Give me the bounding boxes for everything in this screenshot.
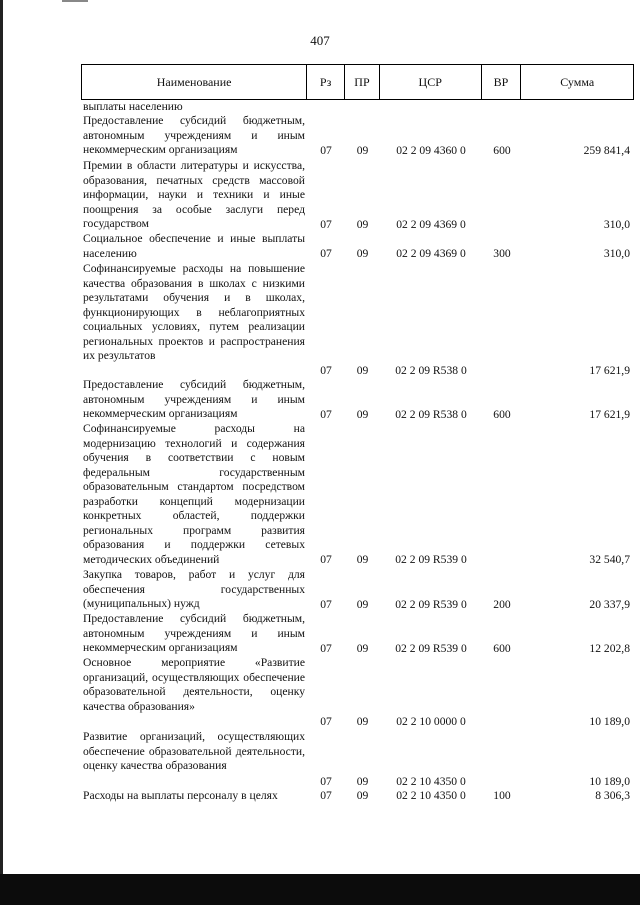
row-name: Закупка товаров, работ и услуг для обеспечения государственных (муниципальных) нужд [83,568,305,610]
row-name: Софинансируемые расходы на модернизацию технологий и содержания обучения в соответствии с новым федеральным государственным образовательным стандартом посредством разработки концепций модернизации конкретных областей, поддержки региональных программ развития образования и поддержки сетевых методических объединений [83,422,305,566]
row-name: Расходы на выплаты персоналу в целях [83,789,278,802]
row-name: Предоставление субсидий бюджетным, автономным учреждениям и иным некоммерческим организациям [83,378,305,420]
table-row [81,114,634,158]
table-row [81,232,634,261]
column-header-vr: ВР [482,65,522,99]
row-csr: 02 2 09 4360 0 [396,143,466,157]
row-rz: 07 [320,714,332,728]
table-row [81,422,634,567]
row-pr: 09 [356,714,369,728]
row-vr: 200 [493,597,511,611]
row-pr: 09 [356,217,369,231]
row-name: Социальное обеспечение и иные выплаты населению [83,232,305,260]
row-pr: 09 [356,363,369,377]
row-sum: 10 189,0 [589,714,630,728]
row-csr: 02 2 09 R538 0 [395,407,467,421]
table-row [81,100,634,114]
row-rz: 07 [320,774,332,788]
scan-top-mark [62,0,88,2]
scan-left-edge [0,0,3,905]
row-pr: 09 [356,552,369,566]
row-sum: 259 841,4 [583,143,630,157]
table-row [81,730,634,789]
row-name: Премии в области литературы и искусства, образования, печатных средств массовой информации, науки и техники и иные поощрения за особые заслуги перед государством [83,159,305,230]
table-row [81,612,634,656]
row-rz: 07 [320,363,332,377]
table-row [81,789,634,803]
row-pr: 09 [356,246,369,260]
table-row [81,159,634,232]
row-vr: 600 [493,143,511,157]
row-pr: 09 [356,143,369,157]
row-rz: 07 [320,143,332,157]
row-sum: 32 540,7 [589,552,630,566]
row-csr: 02 2 10 4350 0 [396,774,466,788]
row-name: Предоставление субсидий бюджетным, автономным учреждениям и иным некоммерческим организациям [83,612,305,654]
row-csr: 02 2 10 4350 0 [396,788,466,802]
row-csr: 02 2 09 R539 0 [395,597,467,611]
table-row [81,378,634,422]
table-row [81,656,634,729]
row-vr: 600 [493,641,511,655]
row-vr: 300 [493,246,511,260]
scan-bottom-edge [0,874,640,905]
row-name: Основное мероприятие «Развитие организаций, осуществляющих обеспечение образовательной деятельности, оценку качества образования» [83,656,305,713]
row-rz: 07 [320,217,332,231]
row-rz: 07 [320,552,332,566]
row-sum: 8 306,3 [595,788,630,802]
row-sum: 17 621,9 [589,363,630,377]
row-csr: 02 2 09 R539 0 [395,641,467,655]
row-vr: 100 [493,788,511,802]
table-row [81,568,634,612]
row-rz: 07 [320,641,332,655]
row-csr: 02 2 09 R539 0 [395,552,467,566]
row-name: выплаты населению [83,100,183,113]
table-header [81,64,634,100]
row-csr: 02 2 09 4369 0 [396,217,466,231]
row-rz: 07 [320,407,332,421]
column-header-rz: Рз [307,65,345,99]
row-vr: 600 [493,407,511,421]
row-pr: 09 [356,407,369,421]
row-pr: 09 [356,788,369,802]
row-pr: 09 [356,641,369,655]
row-sum: 17 621,9 [589,407,630,421]
row-name: Софинансируемые расходы на повышение качества образования в школах с низкими результатами обучения и в школах, функционирующих в неблагоприятных социальных условиях, путем реализации региональных проектов и распространения их результатов [83,262,305,362]
row-sum: 12 202,8 [589,641,630,655]
row-pr: 09 [356,597,369,611]
row-sum: 310,0 [603,246,630,260]
row-sum: 20 337,9 [589,597,630,611]
page-number: 407 [310,33,330,48]
column-header-sum: Сумма [560,74,595,89]
column-header-name: Наименование [82,65,307,99]
row-sum: 310,0 [603,217,630,231]
row-csr: 02 2 09 R538 0 [395,363,467,377]
row-name: Развитие организаций, осуществляющих обеспечение образовательной деятельности, оценку качества образования [83,730,305,772]
row-pr: 09 [356,774,369,788]
row-rz: 07 [320,246,332,260]
row-sum: 10 189,0 [589,774,630,788]
column-header-pr: ПР [345,65,380,99]
row-csr: 02 2 10 0000 0 [396,714,466,728]
row-rz: 07 [320,788,332,802]
column-header-csr: ЦСР [380,65,482,99]
row-name: Предоставление субсидий бюджетным, автономным учреждениям и иным некоммерческим организациям [83,114,305,156]
row-csr: 02 2 09 4369 0 [396,246,466,260]
row-rz: 07 [320,597,332,611]
table-row [81,262,634,378]
